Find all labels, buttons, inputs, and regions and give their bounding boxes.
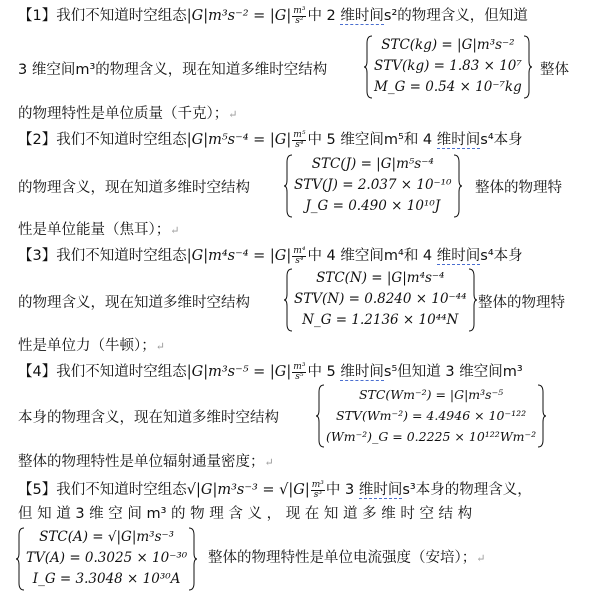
p2-sys-row1: STC(J) = |G|m⁵s⁻⁴	[311, 156, 434, 172]
p1-line1	[18, 6, 528, 26]
p2-system	[284, 154, 462, 218]
left-brace-icon	[316, 384, 325, 448]
p5-system	[16, 527, 197, 591]
p2-text-c: s⁴本身	[480, 132, 523, 148]
p1-line3	[18, 104, 237, 125]
p2-underlined-term: 维时间	[436, 132, 481, 148]
p5-fraction: $\frac{\text{m³}}{\text{s³}}$	[311, 479, 324, 500]
p4-system	[316, 384, 546, 448]
p3-text-b: 中 4 维空间m⁴和 4	[307, 248, 437, 264]
p5-line3	[208, 548, 485, 569]
p1-math: |G|m³s⁻² = |G|	[186, 8, 292, 24]
return-mark-icon: ↵	[228, 108, 238, 121]
return-mark-icon: ↵	[170, 224, 180, 237]
return-mark-icon: ↵	[264, 456, 274, 469]
p5-sys-row3: I_G = 3.3048 × 10³⁰A	[32, 571, 181, 587]
p1-sys-row2: STV(kg) = 1.83̇ × 10⁷	[374, 58, 522, 74]
p1-sys-row1: STC(kg) = |G|m³s⁻²	[381, 37, 515, 53]
p2-text-b: 中 5 维空间m⁵和 4	[307, 132, 437, 148]
p4-line3	[18, 452, 274, 473]
return-mark-icon: ↵	[155, 340, 165, 353]
p1-underlined-term: 维时间	[340, 8, 384, 24]
p2-text-l3: 性是单位能量（焦耳）；	[18, 222, 171, 238]
p5-text-l2: 但 知 道 3 维 空 间 m³ 的 物 理 含 义 ， 现 在 知 道 多 维 时 空 结 构	[18, 506, 473, 522]
p3-text-c: s⁴本身	[480, 248, 523, 264]
p3-sys-row2: STV(N) = 0.8240 × 10⁻⁴⁴	[294, 291, 467, 307]
p2-text-a: 【2】我们不知道时空组态	[18, 132, 187, 148]
p1-sys-row3: M_G = 0.5̇4 × 10⁻⁷kg	[374, 79, 522, 95]
p3-line2	[18, 293, 250, 313]
p1-system	[364, 35, 532, 99]
right-brace-icon	[468, 268, 477, 332]
p5-line1	[18, 480, 532, 500]
p5-text-c: s³本身的物理含义，	[402, 482, 532, 498]
p2-line1	[18, 130, 523, 150]
p5-text-l3b: 整体的物理特性是单位电流强度（安培）；	[208, 550, 477, 566]
p2-sys-row2: STV(J) = 2.0̇37 × 10⁻¹⁰	[294, 177, 452, 193]
p4-text-l2a: 本身的物理含义，现在知道多维时空结构	[18, 410, 279, 426]
p2-text-l2a: 的物理含义，现在知道多维时空结构	[18, 180, 250, 196]
p3-text-a: 【3】我们不知道时空组态	[18, 248, 187, 264]
p1-text-l2a: 3 维空间m³的物理含义，现在知道多维时空结构	[18, 62, 328, 78]
p3-underlined-term: 维时间	[436, 248, 481, 264]
p4-sys-row2: STV(Wm⁻²) = 4.4946 × 10⁻¹²²	[336, 408, 527, 423]
return-mark-icon: ↵	[476, 552, 486, 565]
p4-text-c: s⁵但知道 3 维空间m³	[383, 364, 523, 380]
p1-text-c: s²的物理含义，但知道	[383, 8, 528, 24]
p4-line2	[18, 408, 279, 428]
right-brace-icon	[523, 35, 532, 99]
left-brace-icon	[284, 268, 293, 332]
left-brace-icon	[16, 527, 25, 591]
p5-sys-row2: TV(A) = 0.3025 × 10⁻³⁰	[26, 550, 188, 566]
p4-sys-row1: STC(Wm⁻²) = |G|m³s⁻⁵	[358, 387, 504, 402]
p5-text-a: 【5】我们不知道时空组态	[18, 482, 187, 498]
p2-sys-row3: J_G = 0.49̇0 × 10¹⁰J	[305, 198, 441, 214]
p3-fraction: $\frac{\text{m⁴}}{\text{s⁴}}$	[293, 245, 306, 266]
p2-line2	[18, 178, 250, 198]
right-brace-icon	[537, 384, 546, 448]
right-brace-icon	[453, 154, 462, 218]
p3-sys-row1: STC(N) = |G|m⁴s⁻⁴	[316, 270, 445, 286]
p1-text-b: 中 2	[307, 8, 341, 24]
right-brace-icon	[188, 527, 197, 591]
p3-line3	[18, 336, 165, 357]
p4-math: |G|m³s⁻⁵ = |G|	[186, 364, 292, 380]
left-brace-icon	[284, 154, 293, 218]
p5-underlined-term: 维时间	[358, 482, 403, 498]
p4-underlined-term: 维时间	[340, 364, 384, 380]
p3-line1	[18, 246, 523, 266]
p1-fraction: $\frac{\text{m³}}{\text{s²}}$	[293, 5, 306, 26]
p1-text-a: 【1】我们不知道时空组态	[18, 8, 187, 24]
p5-math: √|G|m³s⁻³ = √|G|	[186, 482, 310, 498]
p4-fraction: $\frac{\text{m³}}{\text{s⁵}}$	[293, 361, 306, 382]
p2-line3	[18, 220, 179, 241]
p3-system	[284, 268, 477, 332]
p4-line1	[18, 362, 523, 382]
p3-math: |G|m⁴s⁻⁴ = |G|	[186, 248, 292, 264]
p2-fraction: $\frac{\text{m⁵}}{\text{s⁴}}$	[293, 129, 306, 150]
p3-text-l2b: 整体的物理特	[478, 295, 565, 311]
p5-text-b: 中 3	[325, 482, 359, 498]
p3-sys-row3: N_G = 1.2136 × 10⁴⁴N	[302, 312, 459, 328]
p5-sys-row1: STC(A) = √|G|m³s⁻³	[39, 529, 175, 545]
p3-text-l3: 性是单位力（牛顿）；	[18, 338, 156, 354]
p2-text-l2b: 整体的物理特	[475, 180, 562, 196]
p2-math: |G|m⁵s⁻⁴ = |G|	[186, 132, 292, 148]
p1-line2	[18, 60, 327, 80]
p4-sys-row3: (Wm⁻²)_G = 0.2225 × 10¹²²Wm⁻²	[326, 429, 537, 444]
left-brace-icon	[364, 35, 373, 99]
p1-text-l3: 的物理特性是单位质量（千克）；	[18, 106, 229, 122]
p3-text-l2a: 的物理含义，现在知道多维时空结构	[18, 295, 250, 311]
p1-text-l2b: 整体	[540, 62, 569, 78]
p4-text-a: 【4】我们不知道时空组态	[18, 364, 187, 380]
p4-text-b: 中 5	[307, 364, 341, 380]
p4-text-l3: 整体的物理特性是单位辐射通量密度；	[18, 454, 265, 470]
p5-line2	[18, 504, 472, 524]
